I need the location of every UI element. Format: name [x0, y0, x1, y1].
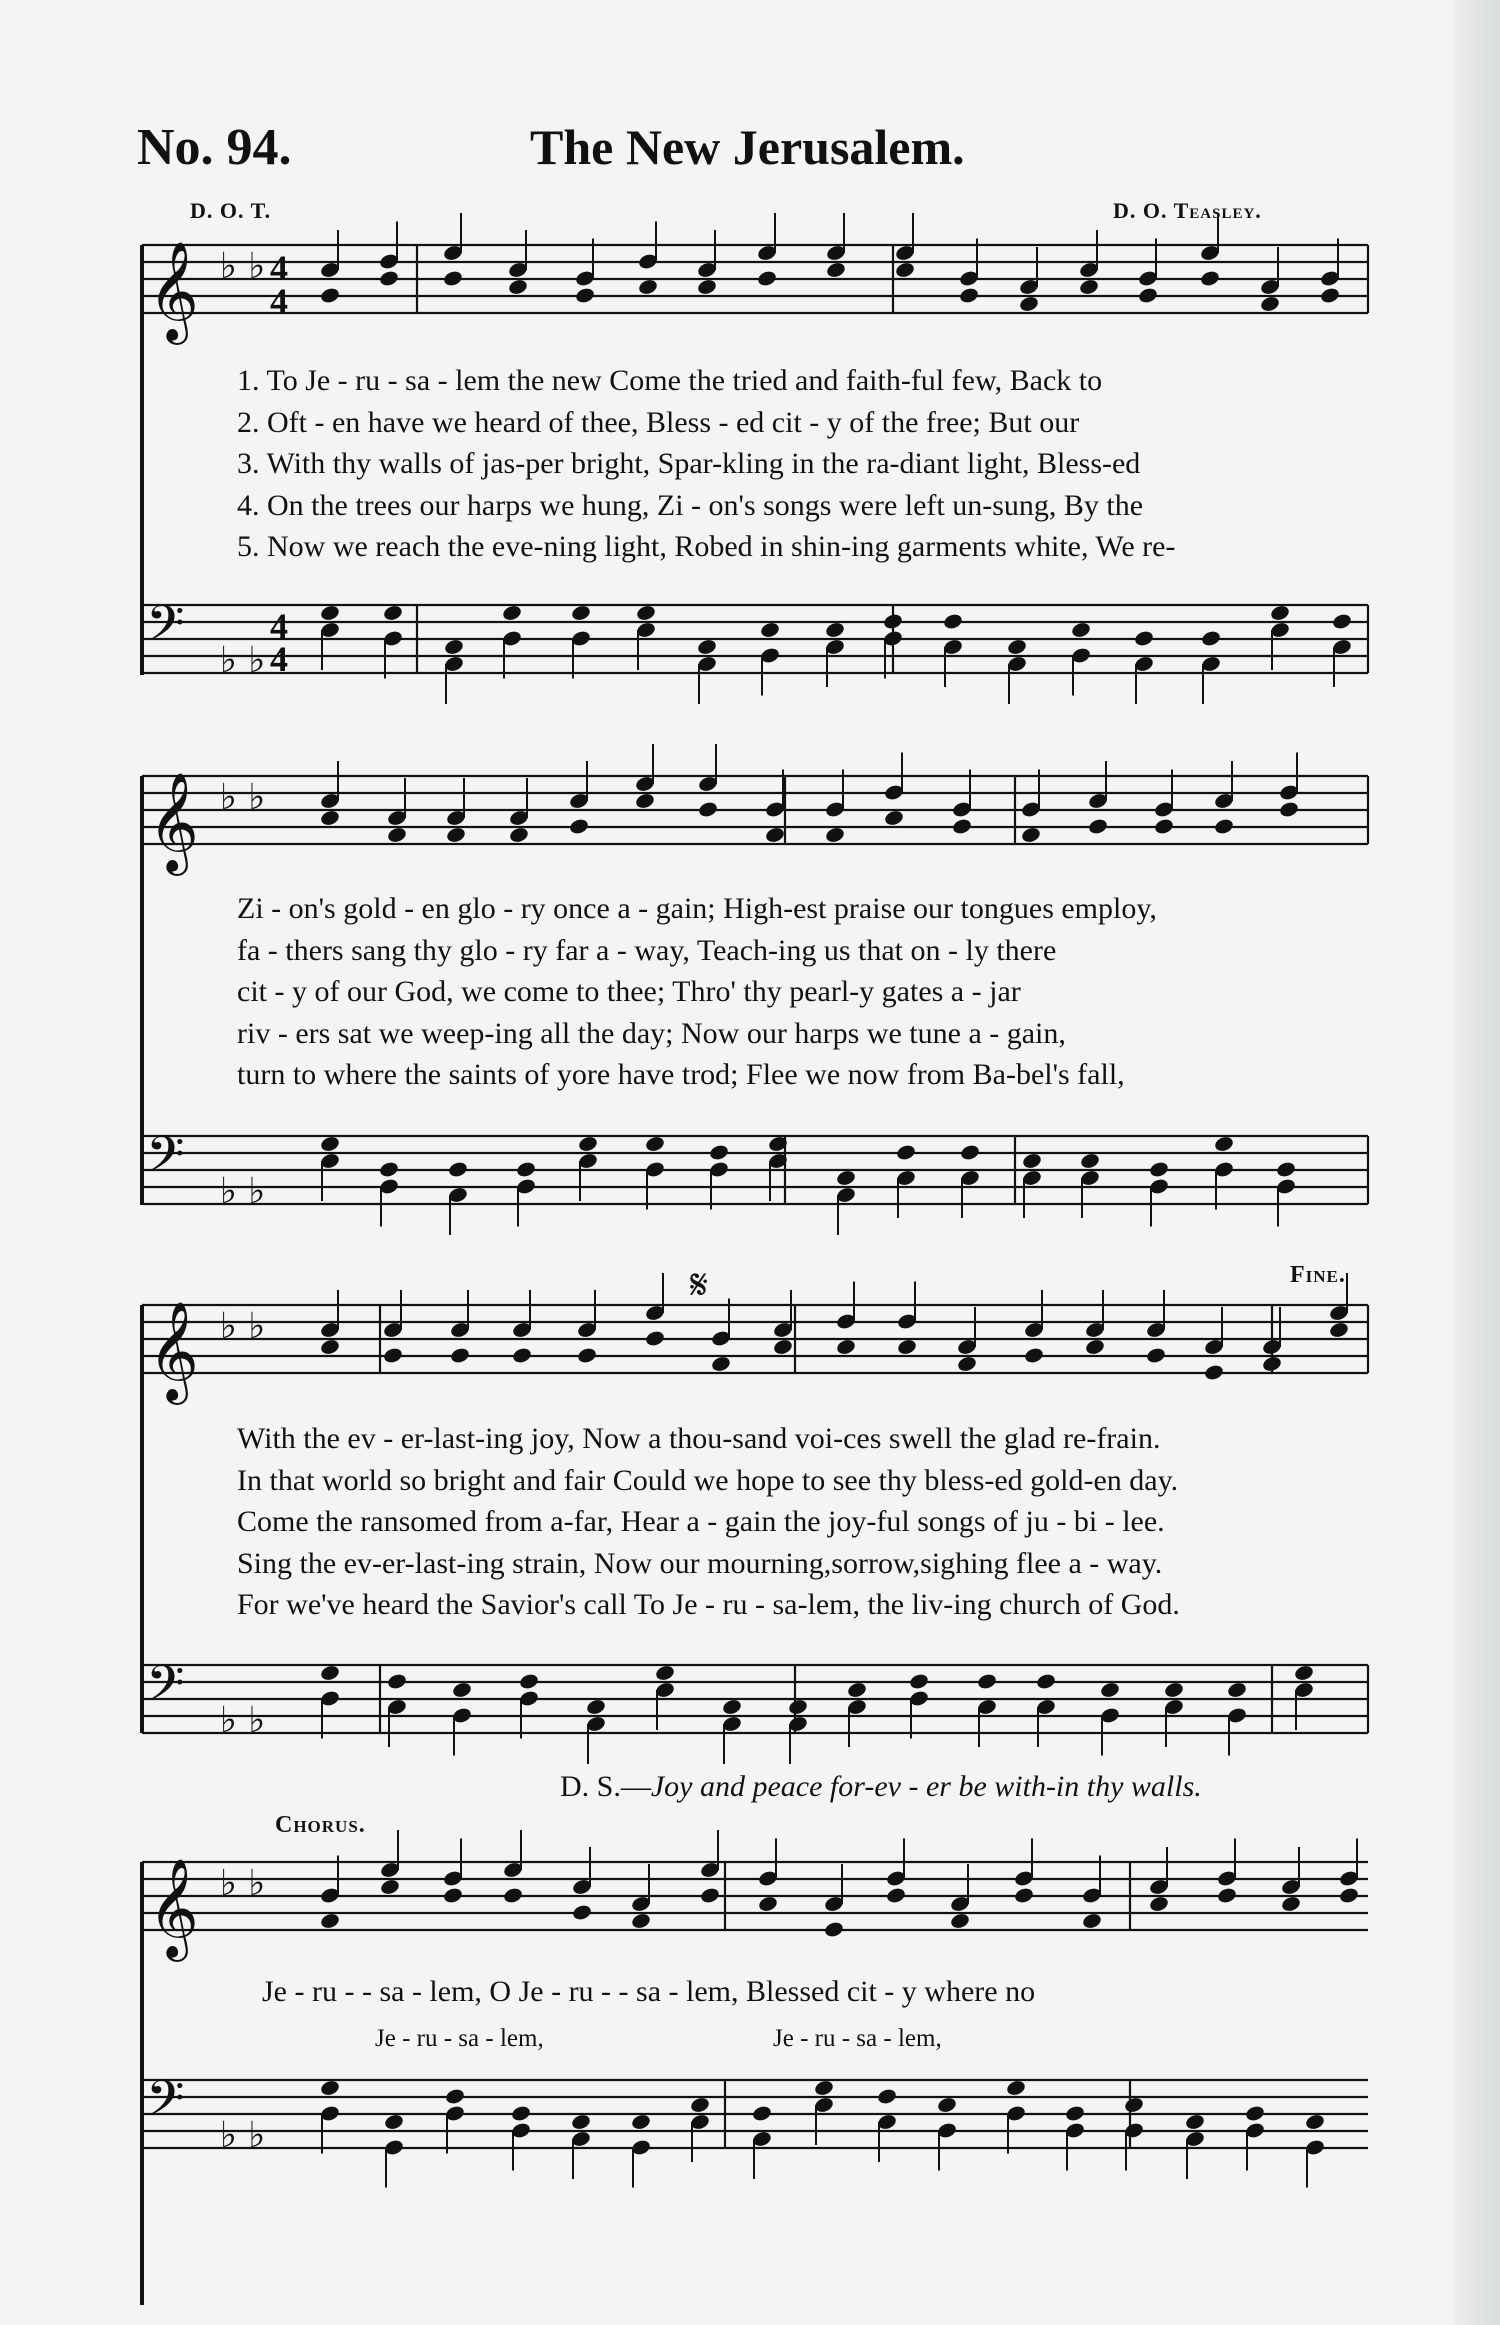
svg-text:♭ ♭: ♭ ♭ — [220, 1863, 266, 1904]
verse1-line: With the ev - er-last-ing joy, Now a thou-sand voi-ces swell the glad re-frain. — [237, 1422, 1161, 1455]
notehead — [378, 269, 399, 287]
notehead — [508, 826, 529, 844]
system2-bass-staff — [0, 1115, 1500, 1265]
svg-text:4: 4 — [270, 639, 288, 679]
notehead — [570, 604, 591, 622]
notehead — [756, 269, 777, 287]
ds-label: D. S.— — [560, 1770, 651, 1803]
notehead — [386, 1672, 407, 1690]
notehead — [1280, 1895, 1301, 1913]
notehead — [697, 800, 718, 818]
music-credit: D. O. Teasley. — [1113, 198, 1262, 223]
chorus-lyrics: Je - ru - - sa - lem, O Je - ru - - sa - lem, Blessed cit - y where no — [262, 1975, 1036, 2008]
notehead — [451, 1681, 472, 1699]
verse4-line: 4. On the trees our harps we hung, Zi - on's songs were left un-sung, By the — [237, 488, 1144, 522]
notehead — [751, 2104, 772, 2122]
notehead — [1137, 286, 1158, 304]
notehead — [630, 2113, 651, 2131]
notehead — [449, 1346, 470, 1364]
notehead — [824, 621, 845, 639]
notehead — [696, 638, 717, 656]
notehead — [378, 1160, 399, 1178]
notehead — [319, 1912, 340, 1930]
notehead — [444, 2087, 465, 2105]
chorus-echo-2: Je - ru - sa - lem, — [773, 2025, 942, 2052]
notehead — [442, 1886, 463, 1904]
notehead — [882, 612, 903, 630]
notehead — [382, 604, 403, 622]
notehead — [908, 1672, 929, 1690]
notehead — [1035, 1672, 1056, 1690]
notehead — [571, 1903, 592, 1921]
notehead — [1153, 817, 1174, 835]
notehead — [518, 1672, 539, 1690]
notehead — [1278, 800, 1299, 818]
notehead — [507, 278, 528, 296]
verse5-line: turn to where the saints of yore have trod; Flee we now from Ba-bel's fall, — [237, 1058, 1125, 1091]
svg-text:4: 4 — [270, 606, 288, 646]
svg-text:♭ ♭: ♭ ♭ — [220, 640, 266, 681]
notehead — [1331, 612, 1352, 630]
notehead — [319, 1135, 340, 1153]
chorus-echo-1: Je - ru - sa - lem, — [375, 2025, 544, 2052]
svg-text:𝄞: 𝄞 — [148, 1858, 199, 1958]
notehead — [1244, 2104, 1265, 2122]
notehead — [1087, 817, 1108, 835]
notehead — [1148, 1160, 1169, 1178]
verse4-line: riv - ers sat we weep-ing all the day; Now our harps we tune a - gain, — [237, 1016, 1066, 1050]
notehead — [951, 817, 972, 835]
notehead — [1078, 278, 1099, 296]
notehead — [1084, 1338, 1105, 1356]
notehead — [699, 1886, 720, 1904]
verse2-line: In that world so bright and fair Could we hope to see thy bless-ed gold-en day. — [237, 1463, 1179, 1497]
notehead — [846, 1681, 867, 1699]
notehead — [1269, 604, 1290, 622]
svg-text:♭ ♭: ♭ ♭ — [220, 777, 266, 818]
notehead — [319, 2079, 340, 2097]
notehead — [787, 1698, 808, 1716]
notehead — [447, 1160, 468, 1178]
notehead — [319, 1664, 340, 1682]
verse2-line: fa - thers sang thy glo - ry far a - way, Teach-ing us that on - ly there — [237, 933, 1057, 967]
notehead — [696, 278, 717, 296]
notehead — [835, 1338, 856, 1356]
notehead — [1216, 1886, 1237, 1904]
notehead — [1199, 269, 1220, 287]
system1-treble-staff — [0, 225, 1500, 355]
notehead — [936, 2096, 957, 2114]
notehead — [511, 1346, 532, 1364]
hymn-title: The New Jerusalem. — [530, 119, 965, 175]
system1-lyrics — [237, 360, 1175, 568]
notehead — [876, 2087, 897, 2105]
notehead — [823, 1920, 844, 1938]
notehead — [1013, 1886, 1034, 1904]
system2-treble-staff — [0, 755, 1500, 885]
notehead — [1304, 2113, 1325, 2131]
notehead — [895, 1143, 916, 1161]
notehead — [710, 1355, 731, 1373]
chorus-treble-staff — [0, 1840, 1500, 1970]
svg-text:𝄢: 𝄢 — [146, 1126, 185, 1196]
notehead — [759, 621, 780, 639]
notehead — [1123, 2096, 1144, 2114]
notehead — [1070, 621, 1091, 639]
notehead — [635, 604, 656, 622]
system3-treble-staff — [0, 1285, 1500, 1415]
notehead — [319, 809, 340, 827]
notehead — [1293, 1664, 1314, 1682]
verse5-line: 5. Now we reach the eve-ning light, Robed in shin-ing garments white, We re- — [237, 530, 1176, 563]
notehead — [1005, 2079, 1026, 2097]
svg-text:♭ ♭: ♭ ♭ — [220, 1700, 266, 1741]
dal-segno-line — [560, 1770, 1202, 1804]
notehead — [442, 269, 463, 287]
notehead — [757, 1895, 778, 1913]
notehead — [956, 1355, 977, 1373]
notehead — [764, 826, 785, 844]
notehead — [568, 817, 589, 835]
notehead — [1006, 638, 1027, 656]
notehead — [885, 1886, 906, 1904]
notehead — [1099, 1681, 1120, 1699]
notehead — [501, 604, 522, 622]
notehead — [813, 2079, 834, 2097]
notehead — [825, 261, 846, 279]
system1-bass-staff — [0, 585, 1500, 735]
notehead — [1145, 1346, 1166, 1364]
notehead — [1163, 1681, 1184, 1699]
notehead — [1203, 1363, 1224, 1381]
notehead — [772, 1338, 793, 1356]
notehead — [585, 1698, 606, 1716]
notehead — [386, 826, 407, 844]
notehead — [1328, 1321, 1349, 1339]
segno-mark: 𝄋 — [690, 1263, 710, 1309]
notehead — [1133, 629, 1154, 647]
svg-text:𝄢: 𝄢 — [146, 2070, 185, 2140]
notehead — [510, 2104, 531, 2122]
notehead — [1319, 286, 1340, 304]
svg-text:♭ ♭: ♭ ♭ — [220, 2115, 266, 2156]
notehead — [577, 1135, 598, 1153]
notehead — [654, 1664, 675, 1682]
notehead — [942, 612, 963, 630]
notehead — [1023, 1346, 1044, 1364]
svg-text:♭ ♭: ♭ ♭ — [220, 1306, 266, 1347]
system3-lyrics — [237, 1418, 1180, 1626]
notehead — [502, 1886, 523, 1904]
notehead — [319, 604, 340, 622]
notehead — [976, 1672, 997, 1690]
notehead — [1079, 1152, 1100, 1170]
notehead — [443, 638, 464, 656]
svg-text:4: 4 — [270, 281, 288, 321]
notehead — [1081, 1912, 1102, 1930]
notehead — [689, 2096, 710, 2114]
fine-mark: Fine. — [1290, 1262, 1346, 1288]
svg-text:♭ ♭: ♭ ♭ — [220, 246, 266, 287]
notehead — [576, 1346, 597, 1364]
svg-text:4: 4 — [270, 248, 288, 288]
notehead — [883, 809, 904, 827]
verse2-line: 2. Oft - en have we heard of thee, Bless - ed cit - y of the free; But our — [237, 405, 1080, 439]
notehead — [634, 792, 655, 810]
notehead — [894, 261, 915, 279]
words-credit: D. O. T. — [190, 198, 272, 223]
verse3-line: 3. With thy walls of jas-per bright, Spar-kling in the ra-diant light, Bless-ed — [237, 447, 1141, 480]
hymn-number: No. 94. — [137, 119, 292, 176]
notehead — [1064, 2104, 1085, 2122]
svg-text:♭ ♭: ♭ ♭ — [220, 1171, 266, 1212]
notehead — [1021, 1152, 1042, 1170]
chorus-label: Chorus. — [275, 1812, 366, 1838]
verse5-line: For we've heard the Savior's call To Je - ru - sa-lem, the liv-ing church of God. — [237, 1588, 1180, 1621]
bass-clef-icon: 𝄢 — [146, 595, 185, 665]
notehead — [644, 1135, 665, 1153]
notehead — [515, 1160, 536, 1178]
notehead — [835, 1169, 856, 1187]
verse1-line: 1. To Je - ru - sa - lem the new Come the tried and faith-ful few, Back to — [237, 364, 1103, 397]
notehead — [1259, 295, 1280, 313]
notehead — [1148, 1895, 1169, 1913]
notehead — [1213, 1135, 1234, 1153]
chorus-bass-staff — [0, 2060, 1500, 2190]
notehead — [574, 286, 595, 304]
notehead — [644, 1329, 665, 1347]
notehead — [949, 1912, 970, 1930]
notehead — [1020, 826, 1041, 844]
notehead — [637, 278, 658, 296]
ds-text: Joy and peace for-ev - er be with-in thy walls. — [650, 1770, 1202, 1803]
notehead — [708, 1143, 729, 1161]
notehead — [824, 826, 845, 844]
notehead — [721, 1698, 742, 1716]
verse3-line: cit - y of our God, we come to thee; Thro' thy pearl-y gates a - jar — [237, 975, 1021, 1008]
svg-text:𝄞: 𝄞 — [148, 1301, 199, 1401]
notehead — [382, 1346, 403, 1364]
notehead — [1226, 1681, 1247, 1699]
notehead — [1184, 2113, 1205, 2131]
notehead — [570, 2113, 591, 2131]
system2-lyrics — [237, 888, 1157, 1096]
notehead — [630, 1912, 651, 1930]
verse3-line: Come the ransomed from a-far, Hear a - gain the joy-ful songs of ju - bi - lee. — [237, 1505, 1165, 1538]
notehead — [1261, 1355, 1282, 1373]
notehead — [896, 1338, 917, 1356]
notehead — [1338, 1886, 1359, 1904]
notehead — [319, 1338, 340, 1356]
notehead — [379, 1878, 400, 1896]
treble-clef-icon: 𝄞 — [148, 241, 199, 341]
notehead — [959, 1143, 980, 1161]
notehead — [383, 2113, 404, 2131]
notehead — [445, 826, 466, 844]
notehead — [958, 286, 979, 304]
svg-text:𝄞: 𝄞 — [148, 772, 199, 872]
verse4-line: Sing the ev-er-last-ing strain, Now our mourning,sorrow,sighing flee a - way. — [237, 1546, 1163, 1580]
verse1-line: Zi - on's gold - en glo - ry once a - gain; High-est praise our tongues employ, — [237, 892, 1157, 925]
notehead — [1200, 629, 1221, 647]
svg-text:𝄢: 𝄢 — [146, 1655, 185, 1725]
notehead — [319, 286, 340, 304]
notehead — [1213, 817, 1234, 835]
notehead — [1018, 295, 1039, 313]
notehead — [1275, 1160, 1296, 1178]
